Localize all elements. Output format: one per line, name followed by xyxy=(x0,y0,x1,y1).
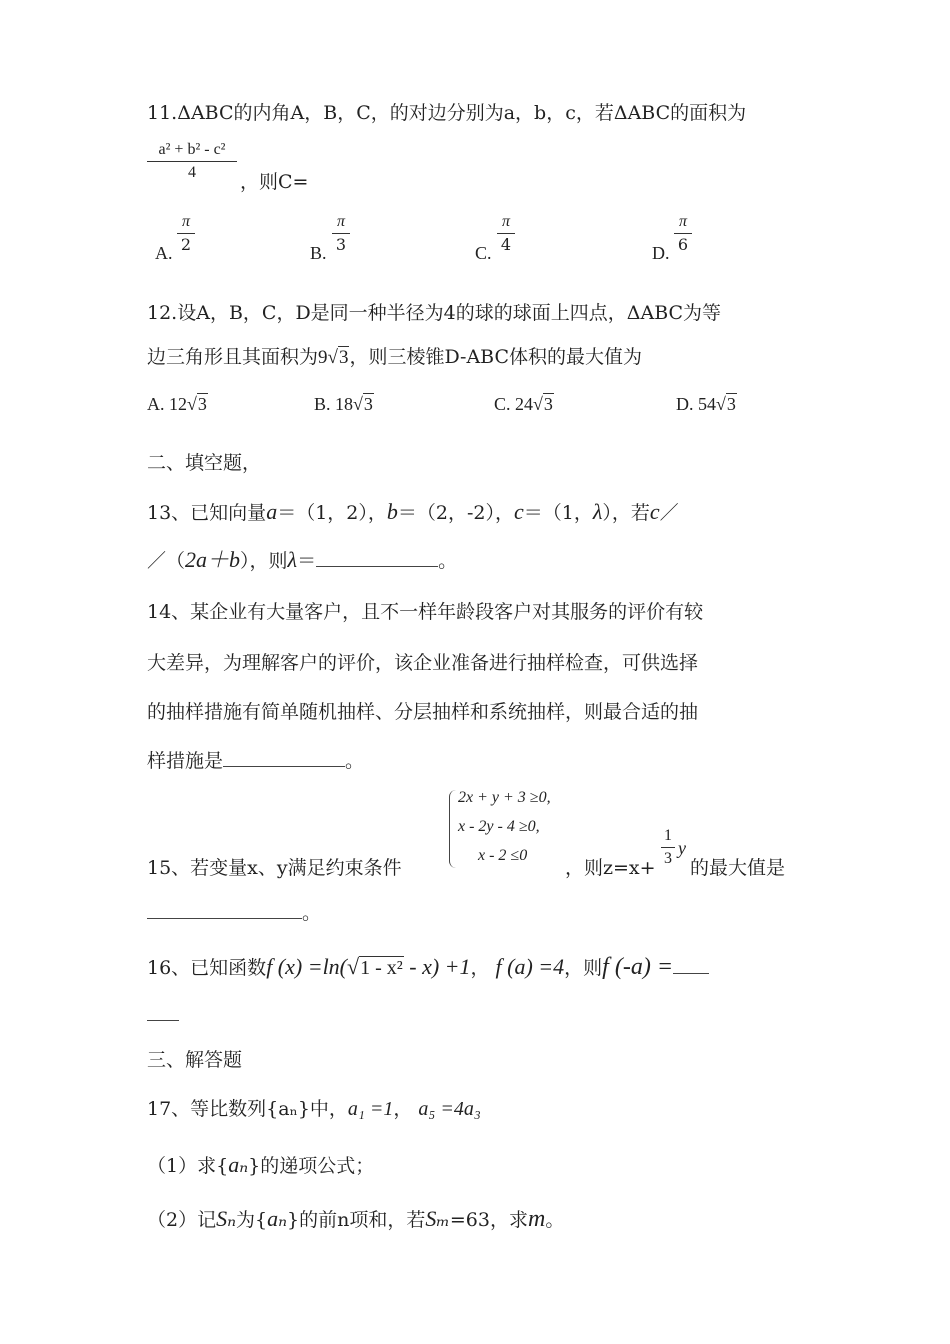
q17-stem: 17、等比数列{aₙ}中，a₁ =1， a₅ =4a₃ xyxy=(147,1098,481,1120)
q16-answer-blank-2[interactable] xyxy=(147,1004,179,1021)
q11-tail: ，则C= xyxy=(240,171,309,193)
q14-line2: 大差异，为理解客户的评价，该企业准备进行抽样检查，可供选择 xyxy=(147,652,699,674)
q15-fraction: 1 3 xyxy=(661,827,675,868)
q15-constraint-1: 2x + y + 3 ≥0, xyxy=(458,789,551,806)
q15-answer-blank[interactable] xyxy=(147,902,302,919)
q16-line1: 16、已知函数f (x) =ln(√1 - x² - x) +1， f (a) =4，则f (-a) = xyxy=(147,955,709,980)
q13-line2: ／（2a＋b），则λ＝ 。 xyxy=(147,547,458,572)
q15-tail: 的最大值是 xyxy=(690,857,786,879)
q12-option-a: A. 12√3 xyxy=(147,394,207,414)
q17-part2: （2）记Sₙ为{aₙ}的前n项和，若Sₘ=63，求m。 xyxy=(147,1206,565,1232)
q15-y-var: y xyxy=(678,838,686,858)
q15-constraint-3: x - 2 ≤0 xyxy=(478,847,528,864)
q16-answer-blank-1[interactable] xyxy=(673,957,709,974)
q12-option-d: D. 54√3 xyxy=(676,394,736,414)
section-2-heading: 二、填空题， xyxy=(147,452,262,474)
q11-frac-den: 4 xyxy=(188,164,196,181)
section-3-heading: 三、解答题 xyxy=(147,1049,243,1071)
q15-constraint-brace xyxy=(449,790,456,868)
q12-line2: 边三角形且其面积为9√3，则三棱锥D-ABC体积的最大值为 xyxy=(147,346,643,368)
q15-line2: 。 xyxy=(147,901,321,925)
q14-line1: 14、某企业有大量客户，且不一样年龄段客户对其服务的评价有较 xyxy=(147,601,704,623)
q13-line1: 13、已知向量a＝（1，2），b＝（2，-2），c＝（1，λ），若c／ xyxy=(147,499,679,524)
q13-answer-blank[interactable] xyxy=(316,550,438,567)
q17-part1: （1）求{aₙ}的递项公式； xyxy=(147,1152,375,1177)
q12-option-c: C. 24√3 xyxy=(494,394,553,414)
q15-stem: 15、若变量x、y满足约束条件 xyxy=(147,857,402,879)
q11-area-fraction xyxy=(147,141,237,182)
q14-answer-blank[interactable] xyxy=(223,750,345,767)
q15-mid: ，则z=x+ xyxy=(565,857,656,879)
q12-option-b: B. 18√3 xyxy=(314,394,373,414)
q11-frac-num: a² + b² - c² xyxy=(158,141,226,158)
q16-line2 xyxy=(147,1003,179,1027)
q11-stem: 11.ΔABC的内角A，B，C，的对边分别为a，b，c，若ΔABC的面积为 xyxy=(147,102,747,124)
q14-line4: 样措施是 。 xyxy=(147,750,365,772)
q15-constraint-2: x - 2y - 4 ≥0, xyxy=(458,818,540,835)
q14-line3: 的抽样措施有简单随机抽样、分层抽样和系统抽样，则最合适的抽 xyxy=(147,701,699,723)
q12-line1: 12.设A，B，C，D是同一种半径为4的球的球面上四点，ΔABC为等 xyxy=(147,302,722,324)
